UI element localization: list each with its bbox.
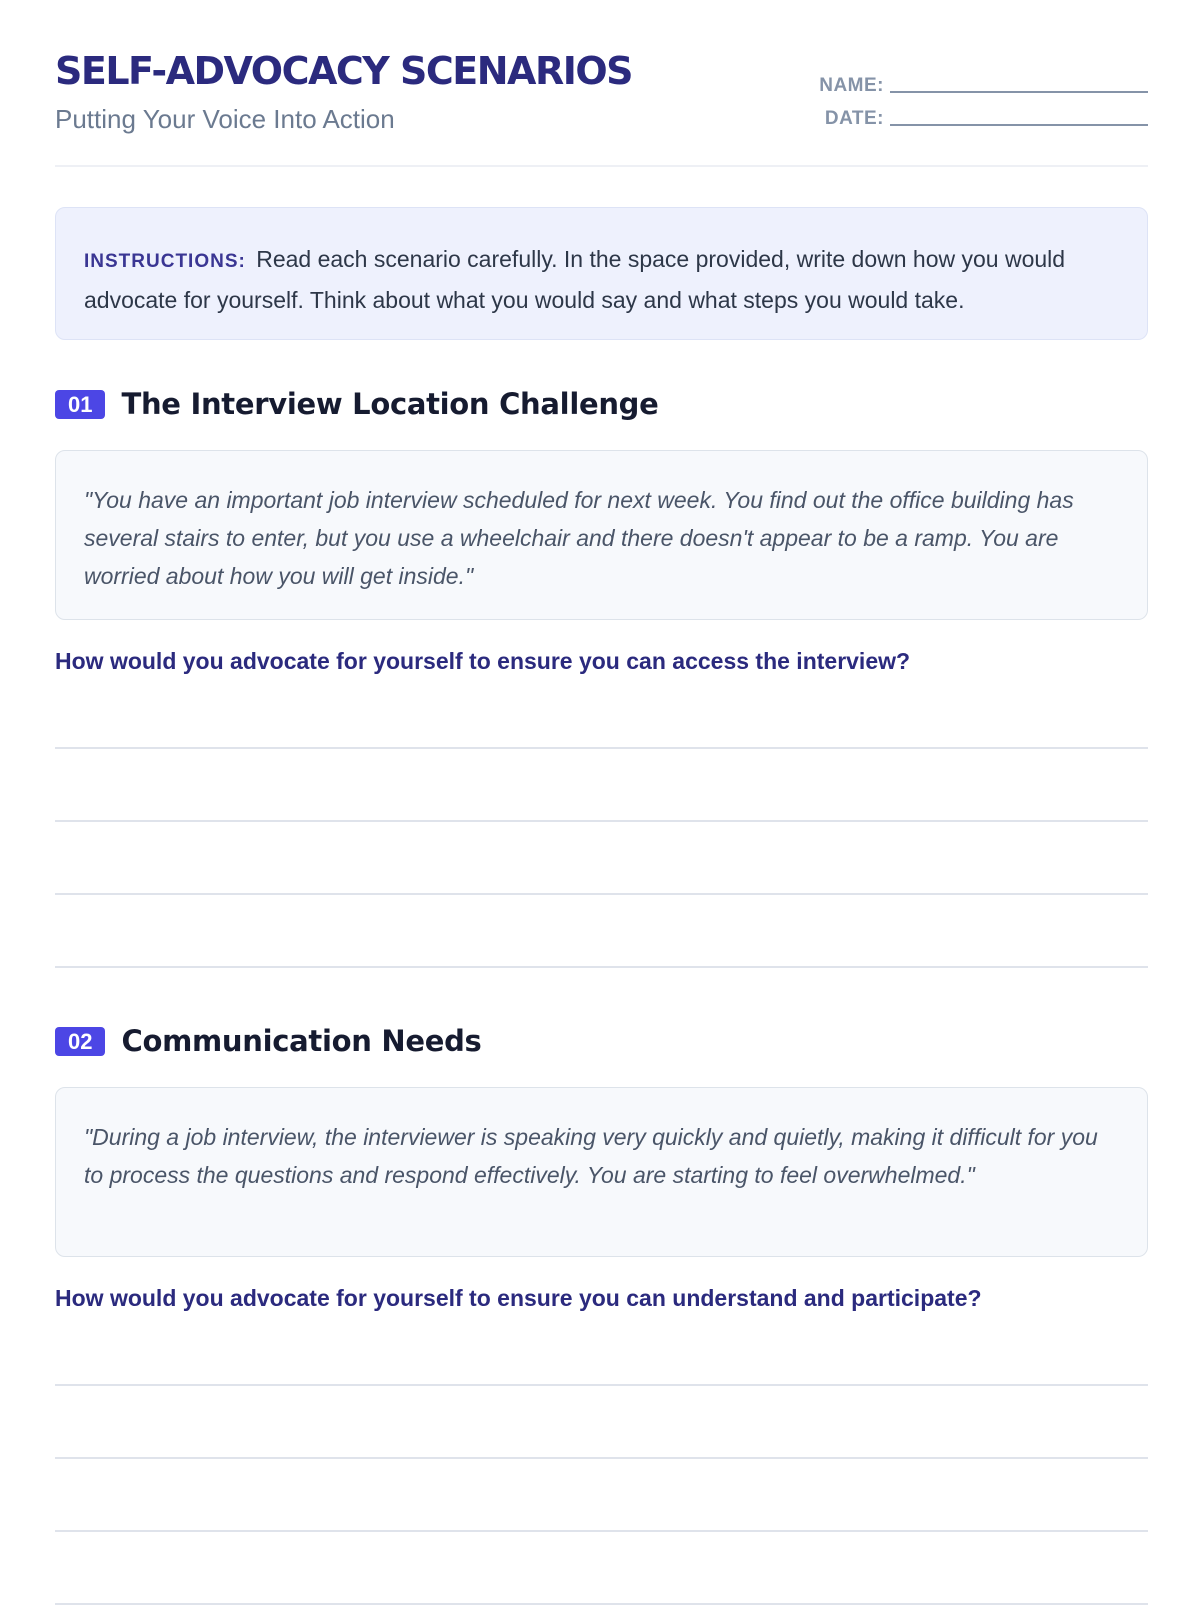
- scenario-quote-box: [55, 1087, 1148, 1257]
- scenario-text: "During a job interview, the interviewer is speaking very quickly and quietly, making it difficult for you to process the questions and respond effectively. You are starting to feel overwhelmed.": [84, 1124, 1098, 1188]
- name-row: [798, 64, 1148, 97]
- scenario-quote-box: [55, 450, 1148, 620]
- answer-line[interactable]: [55, 1532, 1148, 1605]
- scenario-title: The Interview Location Challenge: [121, 387, 659, 421]
- scenario-title: Communication Needs: [121, 1024, 482, 1058]
- date-label: DATE:: [824, 108, 884, 129]
- page-subtitle: Putting Your Voice Into Action: [55, 104, 395, 134]
- scenario-question: How would you advocate for yourself to ensure you can understand and participate?: [55, 1285, 982, 1311]
- instructions-box: [55, 207, 1148, 340]
- name-date-fields: [798, 64, 1148, 130]
- worksheet-header: [55, 0, 1148, 167]
- instructions-label: INSTRUCTIONS:: [84, 251, 246, 272]
- scenario-header: [55, 384, 1148, 424]
- answer-line[interactable]: [55, 822, 1148, 895]
- scenario-question: How would you advocate for yourself to ensure you can access the interview?: [55, 648, 911, 674]
- answer-line[interactable]: [55, 1386, 1148, 1459]
- answer-line[interactable]: [55, 895, 1148, 968]
- scenario-number-badge: 01: [55, 390, 105, 419]
- answer-area[interactable]: [55, 1313, 1148, 1605]
- answer-line[interactable]: [55, 676, 1148, 749]
- scenario-section: [55, 384, 1148, 968]
- answer-line[interactable]: [55, 749, 1148, 822]
- scenario-header: [55, 1021, 1148, 1061]
- answer-line[interactable]: [55, 1459, 1148, 1532]
- page-title: SELF-ADVOCACY SCENARIOS: [55, 49, 633, 93]
- date-field[interactable]: [890, 104, 1148, 126]
- scenario-text: "You have an important job interview scheduled for next week. You find out the office building has several stairs to enter, but you use a wheelchair and there doesn't appear to be a ramp. You are worried about how you will get inside.": [84, 487, 1074, 589]
- answer-area[interactable]: [55, 676, 1148, 968]
- name-label: NAME:: [819, 75, 884, 96]
- date-row: [798, 97, 1148, 130]
- answer-line[interactable]: [55, 1313, 1148, 1386]
- worksheet-page: [55, 0, 1148, 1311]
- scenario-number-badge: 02: [55, 1027, 105, 1056]
- instructions-text: Read each scenario carefully. In the space provided, write down how you would advocate for yourself. Think about what you would say and what steps you would take.: [84, 246, 1066, 313]
- name-field[interactable]: [890, 71, 1148, 93]
- scenario-section: [55, 1021, 1148, 1605]
